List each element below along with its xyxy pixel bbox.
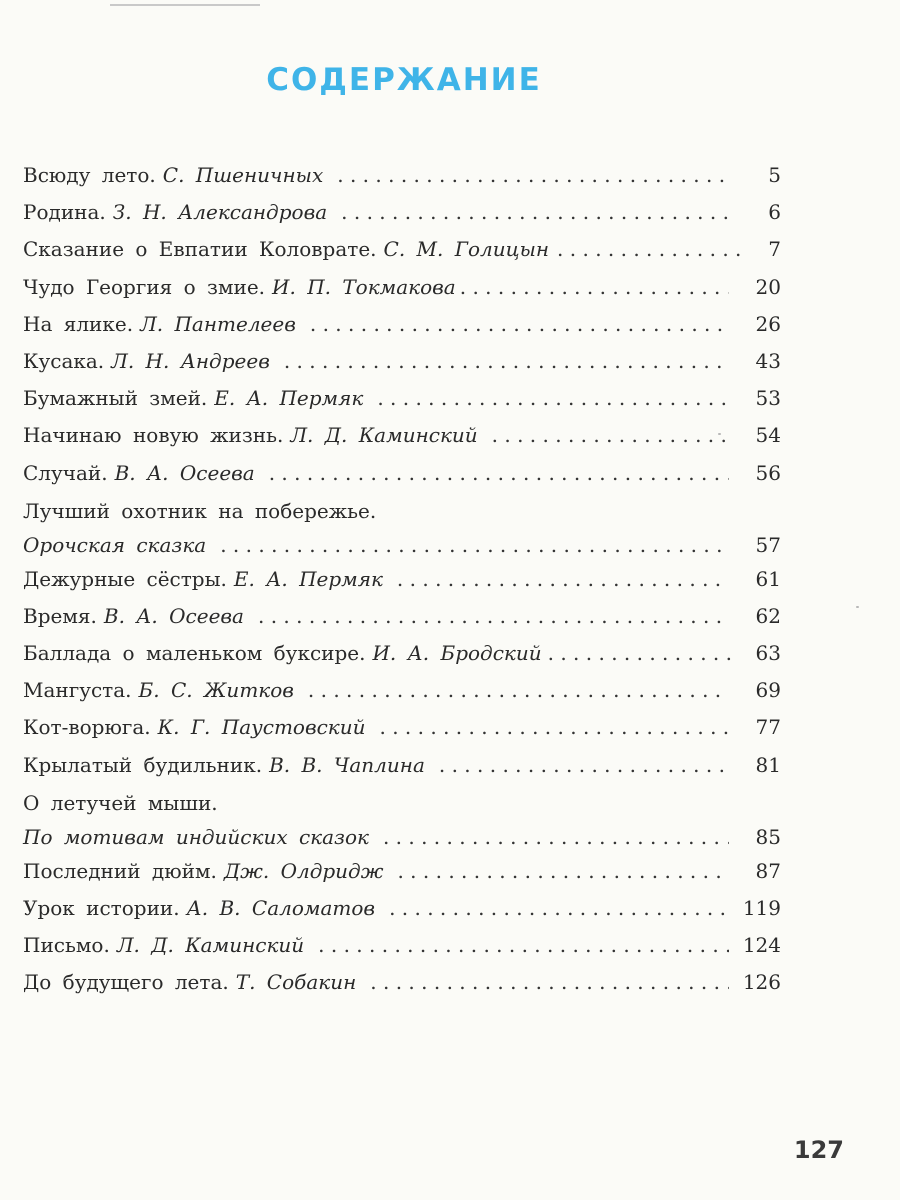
toc-entry-title: Урок истории. (23, 896, 180, 920)
toc-entry-page: 62 (755, 603, 781, 628)
toc-entry[interactable] (23, 269, 781, 306)
toc-entry-author: Е. А. Пермяк (214, 386, 364, 411)
toc-entry[interactable] (23, 561, 781, 598)
toc-entry-page: 124 (742, 933, 781, 958)
toc-entry-author: З. Н. Александрова (112, 200, 328, 225)
toc-entry-page: 57 (755, 532, 781, 557)
toc-entry-author: К. Г. Паустовский (157, 715, 366, 740)
dot-leader (341, 194, 729, 231)
toc-entry[interactable] (23, 417, 781, 454)
toc-entry-author: И. П. Токмакова (272, 274, 456, 299)
toc-entry-author: Т. Собакин (235, 970, 357, 995)
toc-entry[interactable] (23, 853, 781, 890)
toc-entry-title: Крылатый будильник. (23, 752, 263, 777)
toc-entry-author: В. А. Осеева (114, 460, 255, 485)
dot-leader (310, 306, 729, 343)
toc-entry-author: В. В. Чаплина (269, 752, 425, 777)
toc-entry-page: 69 (755, 678, 781, 703)
dot-leader (397, 853, 729, 890)
dot-leader (548, 635, 739, 672)
toc-entry[interactable] (23, 598, 781, 635)
toc-entry-title: На ялике. (23, 311, 134, 336)
toc-entry[interactable] (23, 343, 781, 380)
toc-entry-title: Начинаю новую жизнь. (23, 423, 284, 448)
toc-entry-page: 126 (742, 970, 781, 995)
toc-entry-author: А. В. Саломатов (186, 896, 376, 920)
toc-entry-page: 26 (755, 311, 781, 336)
toc-entry[interactable] (23, 494, 781, 561)
dot-leader (377, 380, 729, 417)
toc-entry-title: Случай. (23, 460, 108, 485)
toc-entry[interactable] (23, 747, 781, 784)
toc-entry[interactable] (23, 890, 781, 927)
dot-leader (269, 455, 729, 492)
dot-leader (370, 964, 729, 1001)
dot-leader (397, 561, 729, 598)
toc-entry-title: До будущего лета. (23, 970, 229, 995)
toc-entry-title: О летучей мыши. (23, 790, 218, 815)
toc-entry-author: По мотивам индийских сказок (23, 824, 369, 849)
toc-entry-page: 5 (768, 163, 781, 187)
toc-entry[interactable] (23, 964, 781, 1001)
paper-speck (718, 433, 721, 435)
toc-entry-title: Последний дюйм. (23, 858, 217, 883)
contents-heading: СОДЕРЖАНИЕ (266, 62, 542, 98)
toc-entry[interactable] (23, 709, 781, 746)
toc-entry-title: Кот-ворюга. (23, 715, 151, 740)
toc-entry[interactable] (23, 927, 781, 964)
toc-entry-page: 7 (768, 237, 781, 262)
toc-entry-author: Е. А. Пермяк (233, 566, 383, 591)
toc-entry[interactable] (23, 157, 781, 194)
table-of-contents (23, 157, 781, 1002)
toc-entry-page: 119 (742, 896, 781, 920)
toc-entry-author: Орочская сказка (23, 532, 207, 557)
toc-entry-title: Время. (23, 603, 97, 628)
toc-entry-title: Сказание о Евпатии Коловрате. (23, 237, 377, 262)
toc-entry[interactable] (23, 672, 781, 709)
dot-leader (308, 672, 729, 709)
toc-entry[interactable] (23, 786, 781, 853)
toc-entry-author: Б. С. Житков (138, 678, 294, 703)
dot-leader (492, 417, 729, 454)
toc-entry-title: Чудо Георгия о змие. (23, 274, 266, 299)
toc-entry-author: И. А. Бродский (372, 641, 542, 666)
dot-leader (284, 343, 729, 380)
toc-entry-page: 81 (755, 752, 781, 777)
toc-entry-page: 61 (755, 566, 781, 591)
toc-entry[interactable] (23, 380, 781, 417)
dot-leader (460, 269, 729, 306)
toc-entry-page: 54 (755, 423, 781, 448)
dot-leader (337, 157, 729, 194)
toc-entry-title: Дежурные сёстры. (23, 566, 227, 591)
toc-entry[interactable] (23, 635, 781, 672)
toc-entry-page: 85 (755, 824, 781, 849)
toc-entry-page: 56 (755, 460, 781, 485)
dot-leader (380, 709, 730, 746)
toc-entry-author: Л. Д. Каминский (290, 423, 478, 448)
toc-entry-title: Родина. (23, 200, 106, 225)
dot-leader (439, 747, 729, 784)
toc-entry-page: 43 (755, 348, 781, 373)
dot-leader (389, 890, 729, 927)
toc-entry-page: 53 (755, 386, 781, 411)
toc-entry-author: Л. Пантелеев (140, 311, 296, 336)
top-edge-mark (110, 0, 260, 6)
toc-entry-author: Л. Д. Каминский (116, 933, 305, 958)
toc-entry-title: Письмо. (23, 933, 110, 958)
dot-leader (220, 529, 729, 561)
dot-leader (258, 598, 729, 635)
dot-leader (557, 231, 745, 268)
dot-leader (318, 927, 729, 964)
toc-entry-author: С. М. Голицын (383, 237, 550, 262)
toc-entry-title: Мангуста. (23, 678, 132, 703)
toc-entry-page: 20 (755, 274, 781, 299)
toc-entry-page: 87 (755, 858, 781, 883)
toc-entry[interactable] (23, 194, 781, 231)
toc-entry-author: В. А. Осеева (103, 603, 244, 628)
toc-entry-page: 77 (755, 715, 781, 740)
toc-entry-title: Лучший охотник на побережье. (23, 498, 377, 523)
paper-speck (856, 606, 859, 608)
toc-entry-title: Кусака. (23, 348, 105, 373)
page-number: 127 (793, 1136, 844, 1164)
toc-entry-author: Дж. Олдридж (223, 858, 384, 883)
toc-entry[interactable] (23, 306, 781, 343)
toc-entry[interactable] (23, 455, 781, 492)
toc-entry[interactable] (23, 231, 781, 268)
toc-entry-page: 63 (755, 641, 781, 666)
toc-entry-title: Баллада о маленьком буксире. (23, 641, 366, 666)
toc-entry-page: 6 (768, 200, 781, 225)
toc-entry-author: Л. Н. Андреев (111, 348, 270, 373)
dot-leader (383, 821, 729, 853)
toc-entry-title: Бумажный змей. (23, 386, 208, 411)
toc-entry-title: Всюду лето. (23, 163, 156, 187)
toc-entry-author: С. Пшеничных (162, 163, 324, 187)
